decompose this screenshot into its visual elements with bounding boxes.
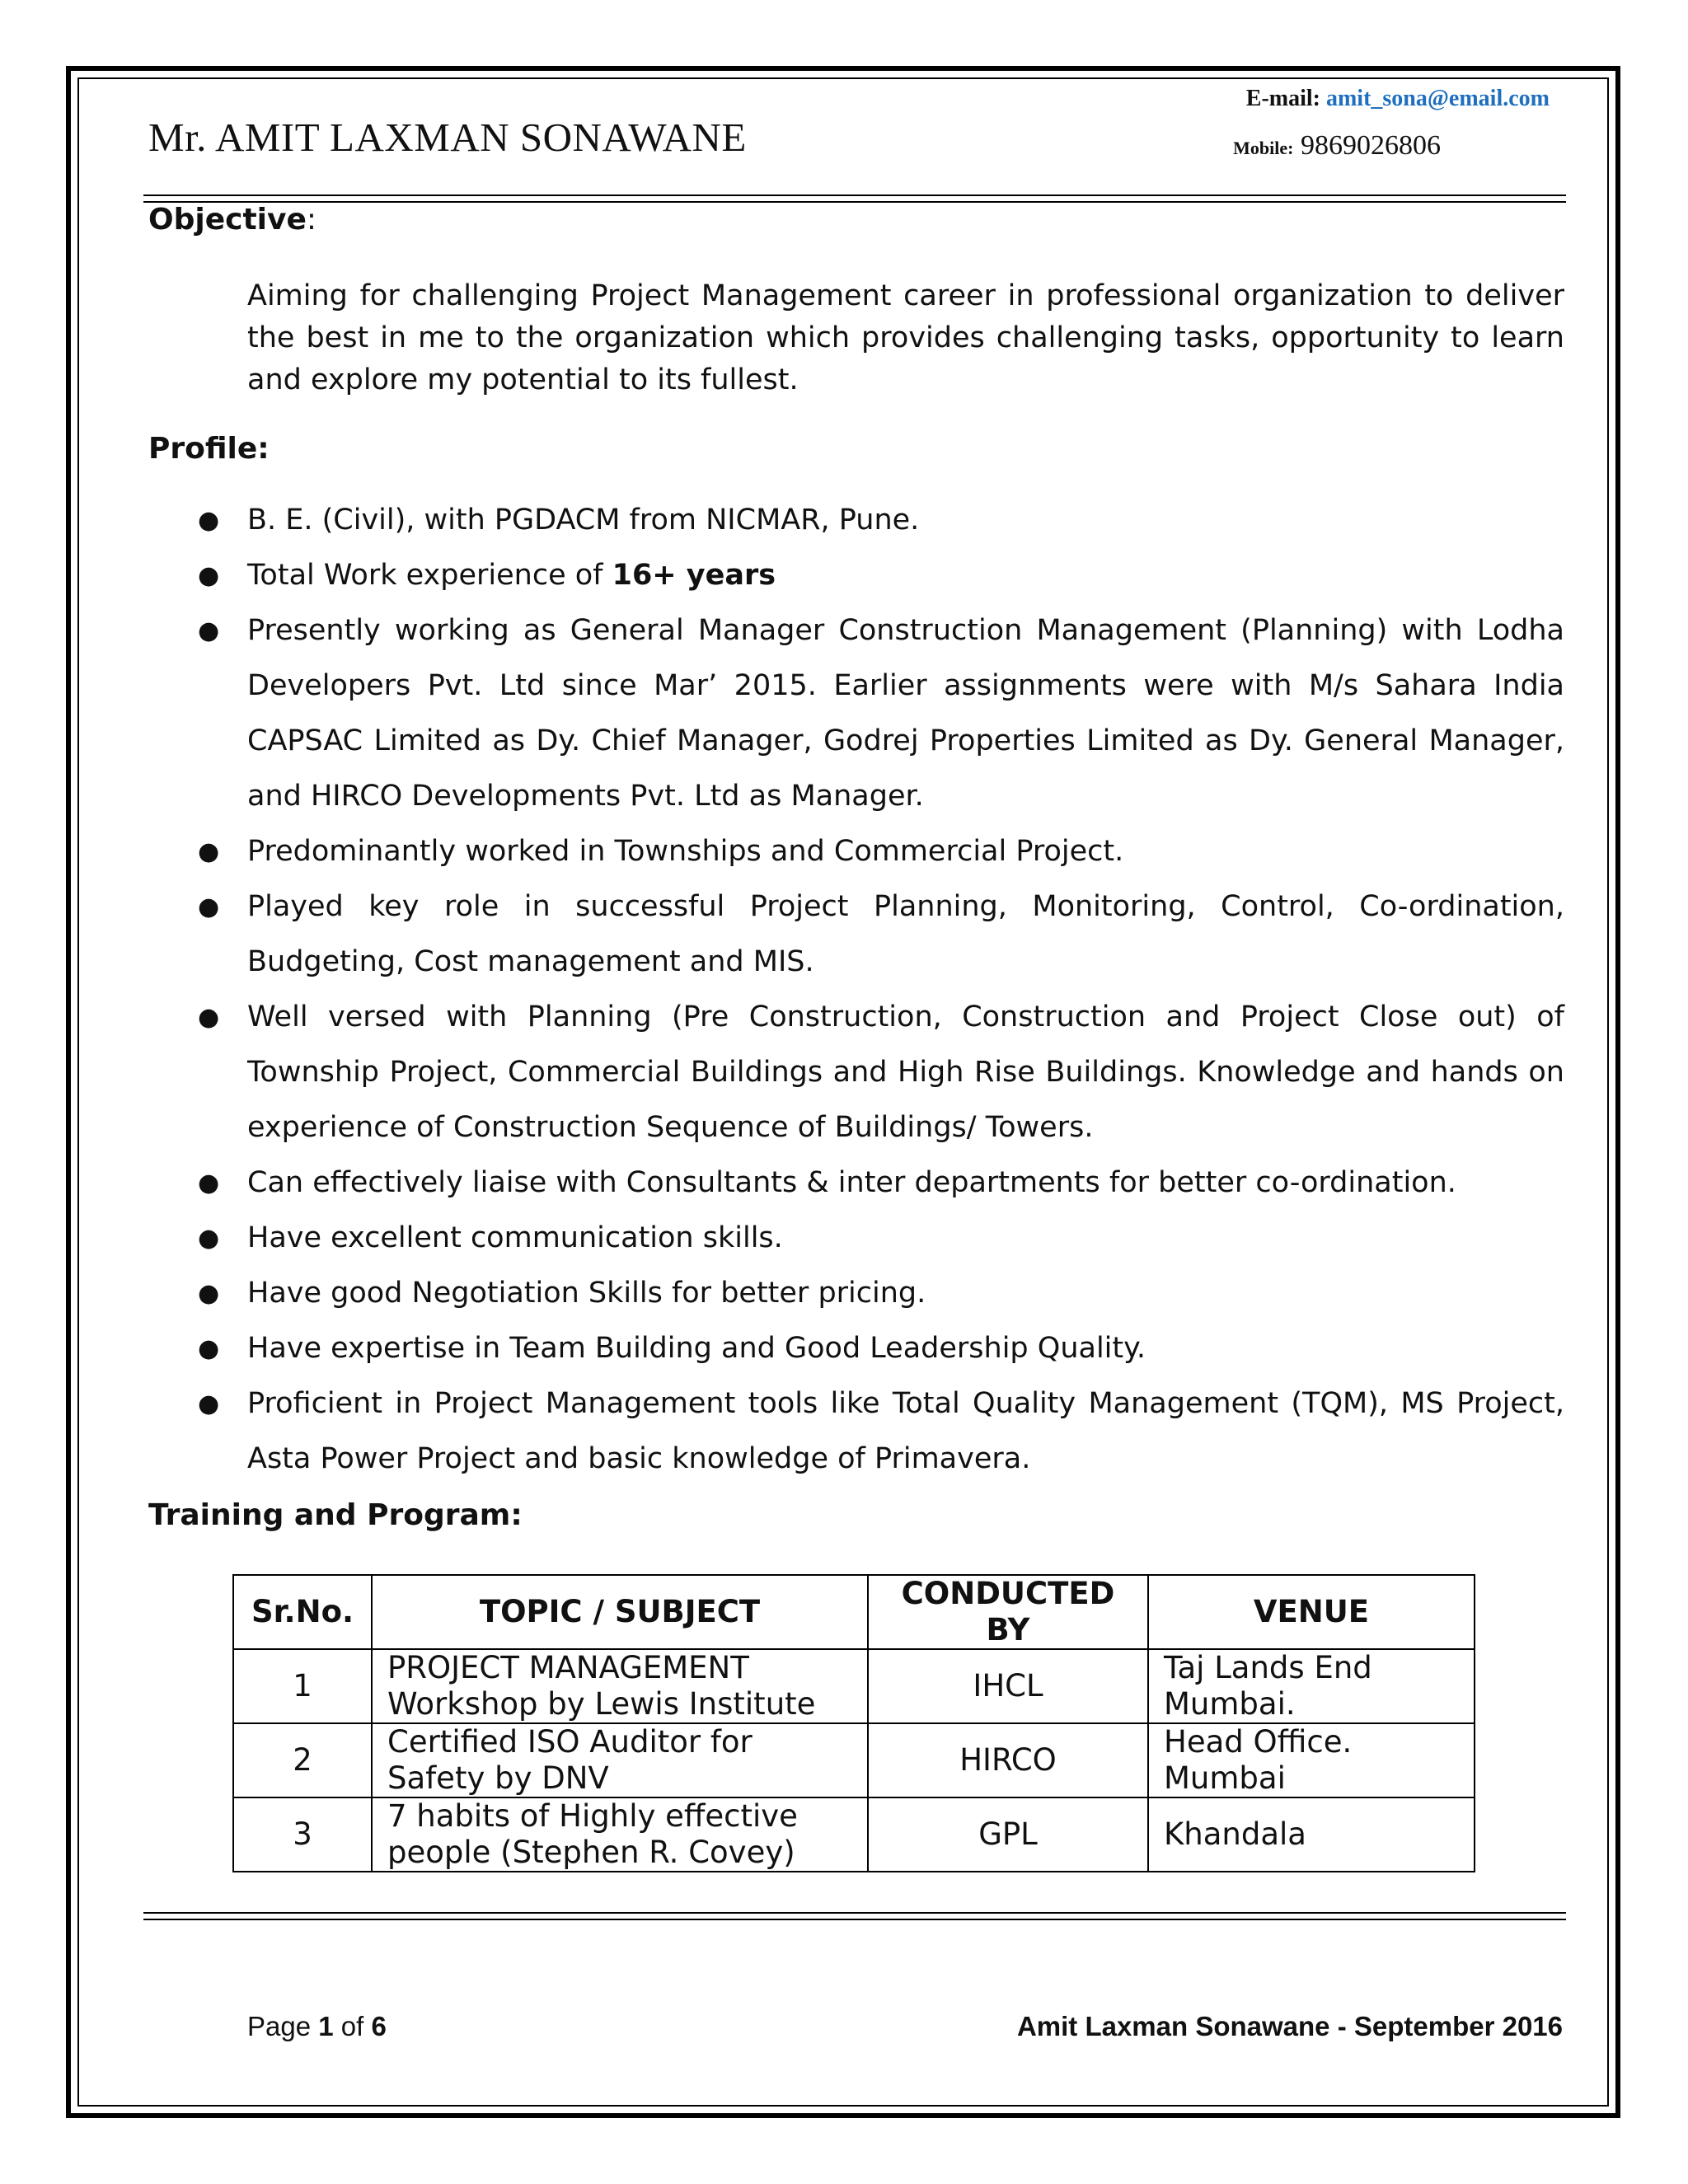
footer-rule-bottom <box>143 1919 1566 1920</box>
header-rule-top <box>143 194 1566 196</box>
profile-item: ● Played key role in successful Project Planning, Monitoring, Control, Co-ordination, Budgeting, Cost management and MIS. <box>195 879 1564 990</box>
cell-topic: Certified ISO Auditor for Safety by DNV <box>372 1723 868 1797</box>
mobile-line <box>1233 130 1441 162</box>
cell-conducted-by: GPL <box>868 1797 1148 1872</box>
footer-author-date: Amit Laxman Sonawane - September 2016 <box>1016 2011 1563 2041</box>
profile-item: ● Have expertise in Team Building and Good Leadership Quality. <box>195 1321 1564 1376</box>
cell-srno: 3 <box>233 1797 372 1872</box>
candidate-name: Mr. AMIT LAXMAN SONAWANE <box>148 115 747 160</box>
page-number: Page 1 of 6 <box>247 2011 387 2041</box>
objective-heading: Objective: <box>148 203 317 237</box>
training-table <box>232 1574 1475 1872</box>
col-header-venue: VENUE <box>1148 1575 1475 1649</box>
cell-conducted-by: IHCL <box>868 1649 1148 1723</box>
footer-rule-top <box>143 1912 1566 1914</box>
bullet-icon: ● <box>198 1224 220 1253</box>
profile-item: ● Can effectively liaise with Consultants & inter departments for better co-ordination. <box>195 1155 1564 1211</box>
profile-item: ● Have good Negotiation Skills for better pricing. <box>195 1266 1564 1321</box>
profile-item: ● Have excellent communication skills. <box>195 1211 1564 1266</box>
bullet-icon: ● <box>198 1334 220 1363</box>
objective-text: Aiming for challenging Project Management career in professional organization to deliver the best in me to the organization which provides challenging tasks, opportunity to learn and explore my potential to its fullest. <box>247 279 1564 396</box>
cell-venue: Taj Lands End Mumbai. <box>1148 1649 1475 1723</box>
col-header-topic: TOPIC / SUBJECT <box>372 1575 868 1649</box>
bullet-icon: ● <box>198 561 220 590</box>
profile-item: ● B. E. (Civil), with PGDACM from NICMAR, Pune. <box>195 493 1564 548</box>
header-rule-bottom <box>143 201 1566 203</box>
table-header-row <box>233 1575 1475 1649</box>
profile-item: ● Presently working as General Manager Construction Management (Planning) with Lodha Developers Pvt. Ltd since Mar’ 2015. Earlier assignments were with M/s Sahara India CAPSAC Limited as Dy. Chief Manager, Godrej Properties Limited as Dy. General Manager, and HIRCO Developments Pvt. Ltd as Manager. <box>195 603 1564 824</box>
table-row <box>233 1797 1475 1872</box>
table-row <box>233 1723 1475 1797</box>
bullet-icon: ● <box>198 1003 220 1032</box>
mobile-label: Mobile: <box>1233 138 1294 158</box>
bullet-icon: ● <box>198 1390 220 1418</box>
profile-list <box>195 493 1564 1487</box>
col-header-srno: Sr.No. <box>233 1575 372 1649</box>
profile-heading: Profile: <box>148 432 270 466</box>
profile-item: ● Predominantly worked in Townships and Commercial Project. <box>195 824 1564 879</box>
cell-srno: 1 <box>233 1649 372 1723</box>
experience-years: 16+ years <box>612 559 776 592</box>
cell-venue: Khandala <box>1148 1797 1475 1872</box>
bullet-icon: ● <box>198 616 220 645</box>
cell-venue: Head Office. Mumbai <box>1148 1723 1475 1797</box>
bullet-icon: ● <box>198 893 220 921</box>
cell-srno: 2 <box>233 1723 372 1797</box>
col-header-conducted-by: CONDUCTED BY <box>868 1575 1148 1649</box>
table-row <box>233 1649 1475 1723</box>
bullet-icon: ● <box>198 506 220 535</box>
email-link[interactable]: amit_sona@email.com <box>1325 86 1550 111</box>
profile-item: ● Proficient in Project Management tools like Total Quality Management (TQM), MS Project, Asta Power Project and basic knowledge of Primavera. <box>195 1376 1564 1487</box>
training-heading: Training and Program: <box>148 1498 523 1532</box>
cell-topic: 7 habits of Highly effective people (Stephen R. Covey) <box>372 1797 868 1872</box>
email-line <box>1246 86 1550 112</box>
profile-item: ● Well versed with Planning (Pre Construction, Construction and Project Close out) of Township Project, Commercial Buildings and High Rise Buildings. Knowledge and hands on experience of Construction Sequence of Buildings/ Towers. <box>195 990 1564 1155</box>
mobile-number: 9869026806 <box>1301 130 1441 161</box>
bullet-icon: ● <box>198 1169 220 1197</box>
cell-conducted-by: HIRCO <box>868 1723 1148 1797</box>
bullet-icon: ● <box>198 837 220 866</box>
bullet-icon: ● <box>198 1279 220 1308</box>
profile-item: ● Total Work experience of 16+ years <box>195 548 1564 603</box>
cell-topic: PROJECT MANAGEMENT Workshop by Lewis Institute <box>372 1649 868 1723</box>
email-label: E-mail: <box>1245 86 1320 111</box>
